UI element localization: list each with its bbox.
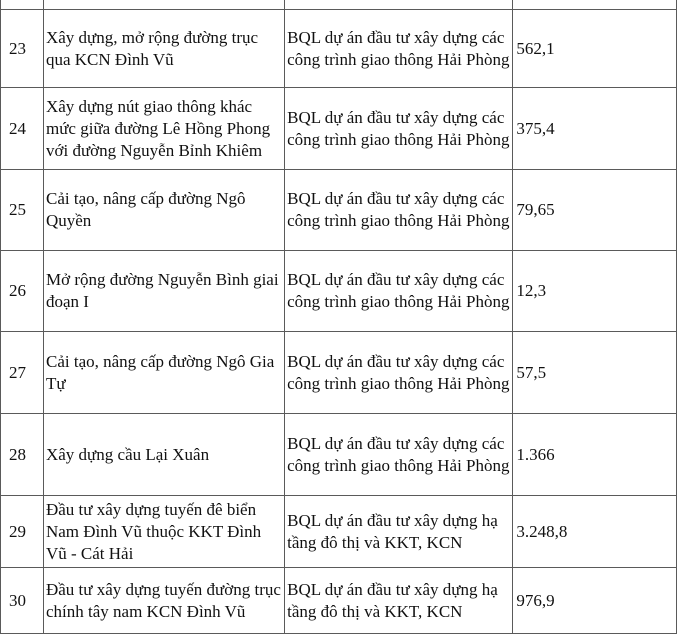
investment-value: 3.248,8	[516, 521, 568, 541]
investment-value: 562,1	[516, 38, 555, 58]
investment-value-cell	[513, 0, 677, 10]
investment-value-cell	[513, 251, 677, 332]
table-row	[1, 88, 677, 170]
investment-value-cell	[513, 88, 677, 170]
investor-name: BQL dự án đầu tư xây dựng các công trình giao thông Hải Phòng	[287, 351, 510, 393]
investment-value-cell	[513, 496, 677, 568]
project-name-cell	[43, 0, 284, 10]
project-name-cell	[43, 10, 284, 88]
investor-name: BQL dự án đầu tư xây dựng các công trình giao thông Hải Phòng	[287, 27, 510, 69]
investor-name-cell	[285, 496, 513, 568]
investment-value: 375,4	[516, 118, 555, 138]
table-row	[1, 568, 677, 634]
investment-value-cell	[513, 170, 677, 251]
table-row	[1, 10, 677, 88]
row-number: 25	[9, 200, 26, 219]
project-name-cell	[43, 170, 284, 251]
row-number-cell	[1, 10, 44, 88]
row-number: 23	[9, 38, 26, 58]
project-name-cell	[43, 332, 284, 414]
investment-value-cell	[513, 10, 677, 88]
investment-value-cell	[513, 332, 677, 414]
table-row	[1, 251, 677, 332]
investment-value: 57,5	[516, 362, 547, 382]
row-number-cell	[1, 0, 44, 10]
row-number: 26	[9, 281, 26, 300]
investor-name-cell	[285, 10, 513, 88]
project-name: Đầu tư xây dựng tuyến đê biển Nam Đình Vũ thuộc KKT Đình Vũ - Cát Hải	[45, 499, 262, 563]
investor-name: BQL dự án đầu tư xây dựng các công trình giao thông Hải Phòng	[287, 433, 510, 475]
investment-value: 79,65	[516, 200, 555, 219]
project-name-cell	[43, 496, 284, 568]
project-name: Xây dựng, mở rộng đường trục qua KCN Đình Vũ	[45, 27, 259, 69]
row-number-cell	[1, 88, 44, 170]
project-name: Xây dựng nút giao thông khác mức giữa đường Lê Hồng Phong với đường Nguyễn Bỉnh Khiêm	[45, 96, 271, 160]
investor-name-cell	[285, 0, 513, 10]
investor-name-cell	[285, 170, 513, 251]
investor-name-cell	[285, 414, 513, 496]
project-name: Cải tạo, nâng cấp đường Ngô Quyền	[45, 189, 246, 230]
table-row	[1, 496, 677, 568]
project-name-cell	[43, 414, 284, 496]
row-number-cell	[1, 568, 44, 634]
investment-value: 12,3	[516, 281, 547, 300]
investor-name: BQL dự án đầu tư xây dựng các công trình giao thông Hải Phòng	[287, 107, 510, 149]
investor-name-cell	[285, 332, 513, 414]
row-number: 30	[9, 590, 26, 610]
project-name-cell	[43, 88, 284, 170]
table-row	[1, 170, 677, 251]
investment-value-cell	[513, 414, 677, 496]
investment-value: 1.366	[516, 444, 555, 464]
project-name: Mở rộng đường Nguyễn Bình giai đoạn I	[45, 270, 279, 311]
table-row	[1, 0, 677, 10]
row-number: 24	[9, 118, 26, 138]
project-name: Đầu tư xây dựng tuyến đường trục chính tây nam KCN Đình Vũ	[45, 579, 281, 621]
project-name: Cải tạo, nâng cấp đường Ngô Gia Tự	[45, 351, 275, 393]
investor-name: BQL dự án đầu tư xây dựng hạ tầng đô thị và KKT, KCN	[287, 510, 498, 552]
row-number: 27	[9, 362, 26, 382]
row-number-cell	[1, 414, 44, 496]
project-name-cell	[43, 251, 284, 332]
table-row	[1, 414, 677, 496]
investor-name-cell	[285, 88, 513, 170]
investor-name: BQL dự án đầu tư xây dựng hạ tầng đô thị và KKT, KCN	[287, 579, 498, 621]
table-row	[1, 332, 677, 414]
row-number-cell	[1, 332, 44, 414]
row-number: 28	[9, 444, 26, 464]
investor-name-cell	[285, 568, 513, 634]
investment-value: 976,9	[516, 590, 555, 610]
row-number-cell	[1, 170, 44, 251]
investor-name: BQL dự án đầu tư xây dựng các công trình giao thông Hải Phòng	[287, 189, 510, 230]
investment-value-cell	[513, 568, 677, 634]
investor-name-cell	[285, 251, 513, 332]
row-number: 29	[9, 521, 26, 541]
investor-name: BQL dự án đầu tư xây dựng các công trình giao thông Hải Phòng	[287, 270, 510, 311]
row-number-cell	[1, 496, 44, 568]
row-number-cell	[1, 251, 44, 332]
table-body	[1, 0, 677, 634]
project-name: Xây dựng cầu Lại Xuân	[45, 444, 210, 464]
project-name-cell	[43, 568, 284, 634]
